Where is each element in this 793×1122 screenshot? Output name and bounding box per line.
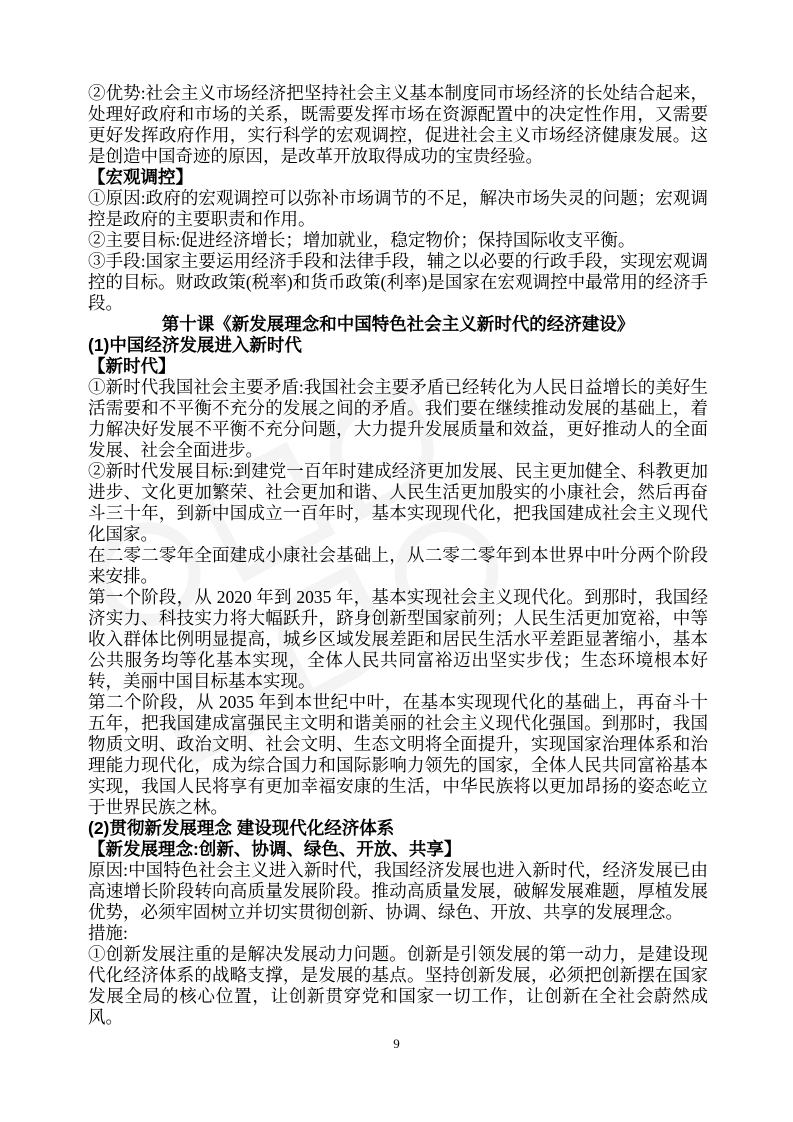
page-number: 9 (393, 1036, 400, 1051)
section-heading: (1)中国经济发展进入新时代 (88, 335, 302, 355)
paragraph: ③手段:国家主要运用经济手段和法律手段，辅之以必要的行政手段，实现宏观调控的目标。财政政策(税率)和货币政策(利率)是国家在宏观调控中最常用的经济手段。 (88, 251, 708, 313)
paragraph: 第一个阶段，从 2020 年到 2035 年，基本实现社会主义现代化。到那时，我国经济实力、科技实力将大幅跃升，跻身创新型国家前列；人民生活更加宽裕，中等收入群体比例明显提高，城乡区域发展差距和居民生活水平差距显著缩小，基本公共服务均等化基本实现，全体人民共同富裕迈出坚实步伐；生态环境根本好转，美丽中国目标基本实现。 (88, 587, 708, 691)
paragraph: ②优势:社会主义市场经济把坚持社会主义基本制度同市场经济的长处结合起来，处理好政府和市场的关系，既需要发挥市场在资源配置中的决定性作用，又需要更好发挥政府作用，实行科学的宏观调控，促进社会主义市场经济健康发展。这是创造中国奇迹的原因，是改革开放取得成功的宝贵经验。 (88, 83, 708, 166)
paragraph: 在二零二零年全面建成小康社会基础上，从二零二零年到本世界中叶分两个阶段来安排。 (88, 545, 708, 586)
section-heading: (2)贯彻新发展理念 建设现代化经济体系 (88, 818, 395, 838)
lesson-title: 第十课《新发展理念和中国特色社会主义新时代的经济建设》 (161, 314, 635, 334)
paragraph: 第二个阶段，从 2035 年到本世纪中叶，在基本实现现代化的基础上，再奋斗十五年，把我国建成富强民主文明和谐美丽的社会主义现代化强国。到那时，我国物质文明、政治文明、社会文明、生态文明将全面提升，实现国家治理体系和治理能力现代化，成为综合国力和国际影响力领先的国家，全体人民共同富裕基本实现，我国人民将享有更加幸福安康的生活，中华民族将以更加昂扬的姿态屹立于世界民族之林。 (88, 692, 708, 817)
paragraph: ②新时代发展目标:到建党一百年时建成经济更加发展、民主更加健全、科教更加进步、文化更加繁荣、社会更加和谐、人民生活更加殷实的小康社会，然后再奋斗三十年，到新中国成立一百年时，基本实现现代化，把我国建成社会主义现代化国家。 (88, 461, 708, 544)
section-heading: 【宏观调控】 (88, 167, 193, 187)
section-heading: 【新时代】 (88, 356, 176, 376)
paragraph: ①原因:政府的宏观调控可以弥补市场调节的不足，解决市场失灵的问题；宏观调控是政府的主要职责和作用。 (88, 188, 708, 229)
section-heading: 【新发展理念:创新、协调、绿色、开放、共享】 (88, 839, 462, 859)
paragraph: ①新时代我国社会主要矛盾:我国社会主要矛盾已经转化为人民日益增长的美好生活需要和不平衡不充分的发展之间的矛盾。我们要在继续推动发展的基础上，着力解决好发展不平衡不充分问题，大力提升发展质量和效益，更好推动人的全面发展、社会全面进步。 (88, 377, 708, 460)
paragraph: ①创新发展注重的是解决发展动力问题。创新是引领发展的第一动力，是建设现代化经济体系的战略支撑，是发展的基点。坚持创新发展，必须把创新摆在国家发展全局的核心位置，让创新贯穿党和国家一切工作，让创新在全社会蔚然成风。 (88, 944, 708, 1027)
content-blocks (88, 83, 708, 1028)
paragraph: 原因:中国特色社会主义进入新时代，我国经济发展也进入新时代，经济发展已由高速增长阶段转向高质量发展阶段。推动高质量发展，破解发展难题，厚植发展优势，必须牢固树立并切实贯彻创新、协调、绿色、开放、共享的发展理念。 (88, 860, 708, 922)
paragraph: 措施: (88, 923, 128, 943)
paragraph: ②主要目标:促进经济增长；增加就业，稳定物价；保持国际收支平衡。 (88, 230, 636, 250)
